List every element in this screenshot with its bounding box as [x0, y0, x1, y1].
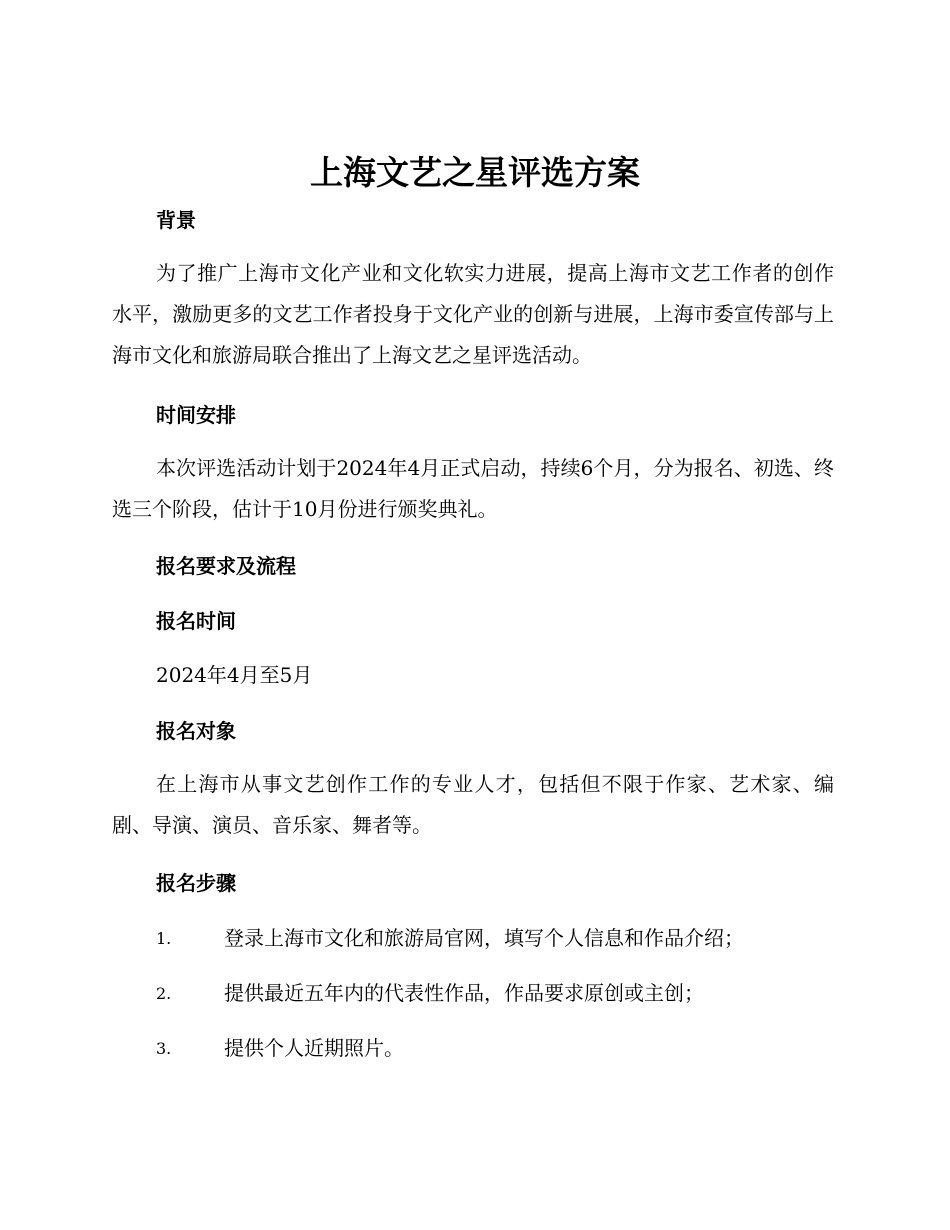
- list-item-text: 登录上海市文化和旅游局官网，填写个人信息和作品介绍；: [224, 926, 744, 950]
- list-item-text: 提供最近五年内的代表性作品，作品要求原创或主创；: [224, 981, 704, 1005]
- list-item: [156, 924, 836, 954]
- heading-registration-steps: 报名步骤: [156, 871, 236, 895]
- list-item-text: 提供个人近期照片。: [224, 1036, 404, 1060]
- list-item: [156, 979, 836, 1009]
- heading-schedule: 时间安排: [156, 403, 236, 427]
- heading-registration-time: 报名时间: [156, 609, 236, 633]
- list-item-number: 2.: [156, 984, 172, 1003]
- paragraph-schedule: 本次评选活动计划于2024年4月正式启动，持续6个月，分为报名、初选、终选三个阶段，估计于10月份进行颁奖典礼。: [112, 456, 834, 521]
- list-item-number: 3.: [156, 1039, 172, 1058]
- heading-registration-target: 报名对象: [156, 719, 236, 743]
- page-title: 上海文艺之星评选方案: [310, 153, 640, 192]
- registration-time-text: 2024年4月至5月: [156, 663, 313, 687]
- paragraph-registration-target: 在上海市从事文艺创作工作的专业人才，包括但不限于作家、艺术家、编剧、导演、演员、音乐家、舞者等。: [112, 772, 834, 837]
- heading-registration: 报名要求及流程: [156, 554, 296, 578]
- paragraph-background: 为了推广上海市文化产业和文化软实力进展，提高上海市文艺工作者的创作水平，激励更多的文艺工作者投身于文化产业的创新与进展，上海市委宣传部与上海市文化和旅游局联合推出了上海文艺之星评选活动。: [112, 261, 834, 367]
- heading-background: 背景: [156, 208, 196, 232]
- list-item: [156, 1034, 836, 1064]
- list-item-number: 1.: [156, 929, 172, 948]
